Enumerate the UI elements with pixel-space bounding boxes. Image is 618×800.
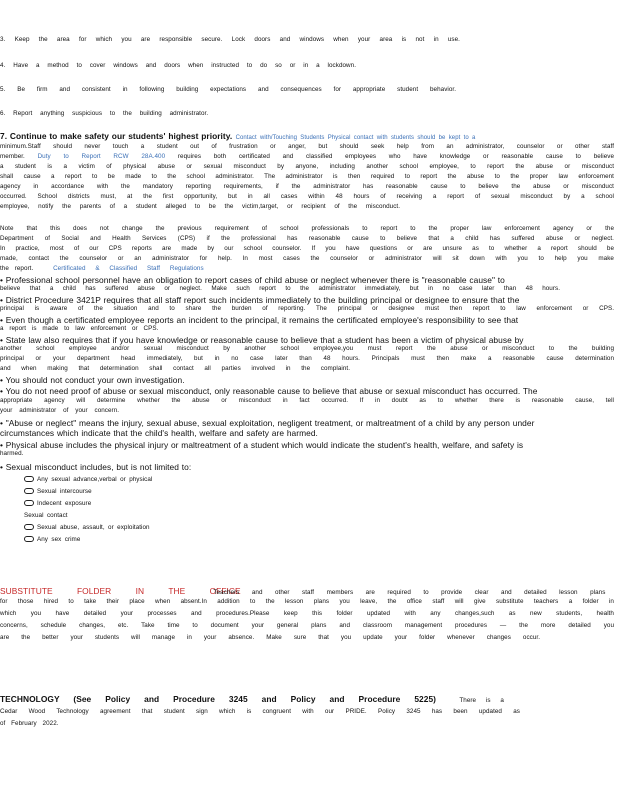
bullet-detail: a report is made to law enforcement or CPS. bbox=[0, 325, 159, 332]
item-7-line: minimum.Staff should never touch a student out of frustration or anger, but should seek help from an administrator, counselor or other staff bbox=[0, 143, 614, 150]
technology-line bbox=[0, 694, 614, 705]
item-7-heading-line bbox=[0, 131, 614, 142]
bullet-detail: principal is aware of the situation and to share the burden of reporting. The principal or designee must then report to law enforcement or CPS. bbox=[0, 305, 614, 312]
circle-bullet-icon bbox=[24, 500, 34, 506]
substitute-heading: SUBSTITUTE FOLDER IN THE OFFICE bbox=[0, 586, 241, 596]
list-item: Indecent exposure bbox=[24, 500, 91, 508]
substitute-text: are the better your students will manage in your absence. Make sure that you update your folder whenever changes occur. bbox=[0, 634, 540, 641]
bullet-heading: • Even though a certificated employee reports an incident to the principal, it remains the certificated employee's responsibility to see that bbox=[0, 315, 519, 325]
circle-bullet-icon bbox=[24, 536, 34, 542]
item-4: 4. Have a method to cover windows and doors when instructed to do so or in a lockdown. bbox=[0, 62, 356, 69]
item-6: 6. Report anything suspicious to the building administrator. bbox=[0, 110, 209, 117]
note-line: Note that this does not change the previous requirement of school professionals to report to the proper law enforcement agency or the bbox=[0, 225, 614, 232]
substitute-text: Teachers and other staff members are required to provide clear and detailed lesson plans bbox=[213, 589, 606, 596]
item-7-line: agency in accordance with the mandatory reporting requirements, if the administrator has reasonable cause to believe the abuse or misconduct bbox=[0, 183, 614, 190]
list-item: Sexual intercourse bbox=[24, 488, 92, 496]
substitute-text: for those hired to take their place when absent.In addition to the lesson plans you leave, the office staff will give substitute teachers a folder in bbox=[0, 598, 614, 605]
note-line: made, contact the counselor or an administrator for help. In most cases the counselor or administrator will sit down with you to help you make bbox=[0, 255, 614, 262]
circle-bullet-icon bbox=[24, 488, 34, 494]
bullet-heading: • Professional school personnel have an obligation to report cases of child abuse or neglect whenever there is "reasonable cause" to bbox=[0, 275, 505, 285]
item-7-heading: 7. Continue to make safety our students' highest priority. bbox=[0, 131, 233, 141]
technology-text: of February 2022. bbox=[0, 720, 59, 727]
technology-text: Cedar Wood Technology agreement that student sign which is congruent with our PRIDE. Policy 3245 has been updated as bbox=[0, 708, 520, 715]
bullet-detail: harmed. bbox=[0, 450, 24, 457]
circle-bullet-icon bbox=[24, 476, 34, 482]
item-7-line: occurred. School districts must, at the first opportunity, but in all cases within 48 hours of receiving a report of sexual misconduct by a school bbox=[0, 193, 614, 200]
bullet-heading: • You do not need proof of abuse or sexual misconduct, only reasonable cause to believe that abuse or sexual misconduct has occurred. The bbox=[0, 386, 538, 396]
technology-heading: TECHNOLOGY (See Policy and Procedure 3245 and Policy and Procedure 5225) bbox=[0, 694, 436, 704]
bullet-heading: circumstances which indicate that the child's health, welfare and safety are harmed. bbox=[0, 428, 318, 438]
bullet-heading: • State law also requires that if you have knowledge or reasonable cause to believe that a student has been a victim of physical abuse by bbox=[0, 335, 524, 345]
bullet-detail: your administrator of your concern. bbox=[0, 407, 120, 414]
substitute-text: which you have detailed your processes and procedures.Please keep this folder updated with any changes,such as new students, health bbox=[0, 610, 614, 617]
substitute-line bbox=[0, 586, 614, 597]
note-last-line bbox=[0, 265, 614, 273]
duty-to-report-link[interactable]: Duty to Report RCW 28A.400 bbox=[37, 153, 166, 160]
bullet-detail: and when making that determination shall contact all parties involved in the complaint. bbox=[0, 365, 350, 372]
list-item: Any sexual advance,verbal or physical bbox=[24, 476, 152, 484]
note-line: Department of Social and Health Services (CPS) if the professional has reasonable cause to believe that a child has suffered abuse or neglect. bbox=[0, 235, 614, 242]
item-7-line: a student is a victim of physical abuse or sexual misconduct by anyone, including another school employee, to report the abuse or misconduct bbox=[0, 163, 614, 170]
bullet-detail: principal or your department head immediately, but in no case later than 48 hours. Principals must then make a reasonable cause determination bbox=[0, 355, 614, 362]
substitute-text: concerns, schedule changes, etc. Take time to document your general plans and classroom management procedures — the more detailed you bbox=[0, 622, 614, 629]
circle-bullet-icon bbox=[24, 524, 34, 530]
bullet-heading: • Physical abuse includes the physical injury or maltreatment of a student which would indicate the student's health, welfare, and safety is bbox=[0, 440, 524, 450]
list-item: Sexual contact bbox=[24, 512, 68, 519]
bullet-detail: appropriate agency will determine whether the abuse or misconduct in fact occurred. If in doubt as to whether there is reasonable cause, tell bbox=[0, 397, 614, 404]
regulations-link[interactable]: Certificated & Classified Staff Regulations bbox=[53, 265, 204, 272]
technology-text: There is a bbox=[459, 697, 504, 704]
note-line: the report. bbox=[0, 265, 34, 272]
item-7-line: member. Duty to Report RCW 28A.400 requires both certificated and classified employees who have knowledge or reasonable cause to believe bbox=[0, 153, 614, 160]
item-5: 5. Be firm and consistent in following building expectations and consequences for appropriate student behavior. bbox=[0, 86, 456, 93]
item-7-line: shall cause a report to be made to the school administrator. The administrator is then required to report the abuse to the proper law enforcement bbox=[0, 173, 614, 180]
item-7-heading-blue: Contact with/Touching Students Physical contact with students should be kept to a bbox=[235, 135, 476, 141]
list-item: Sexual abuse, assault, or exploitation bbox=[24, 524, 150, 532]
item-3: 3. Keep the area for which you are responsible secure. Lock doors and windows when your area is not in use. bbox=[0, 36, 460, 43]
bullet-heading: • "Abuse or neglect" means the injury, sexual abuse, sexual exploitation, negligent treatment, or maltreatment of a child by any person under bbox=[0, 418, 535, 428]
bullet-heading: • District Procedure 3421P requires that all staff report such incidents immediately to the building principal or designee to ensure that the bbox=[0, 295, 520, 305]
list-item: Any sex crime bbox=[24, 536, 80, 544]
bullet-heading: • Sexual misconduct includes, but is not limited to: bbox=[0, 462, 192, 472]
bullet-detail: believe that a child has suffered abuse or neglect. Make such report to the administrator immediately, but in no case later than 48 hours. bbox=[0, 285, 560, 292]
note-line: In practice, most of our CPS reports are made by our school counselor. If you have questions or are unsure as to whether a report should be bbox=[0, 245, 614, 252]
item-7-line: employee, notify the parents of a student alleged to be the victim,target, or recipient of the misconduct. bbox=[0, 203, 400, 210]
bullet-heading: • You should not conduct your own investigation. bbox=[0, 375, 185, 385]
bullet-detail: another school employee and/or sexual misconduct by another school employee,you must report the abuse or misconduct to the building bbox=[0, 345, 614, 352]
